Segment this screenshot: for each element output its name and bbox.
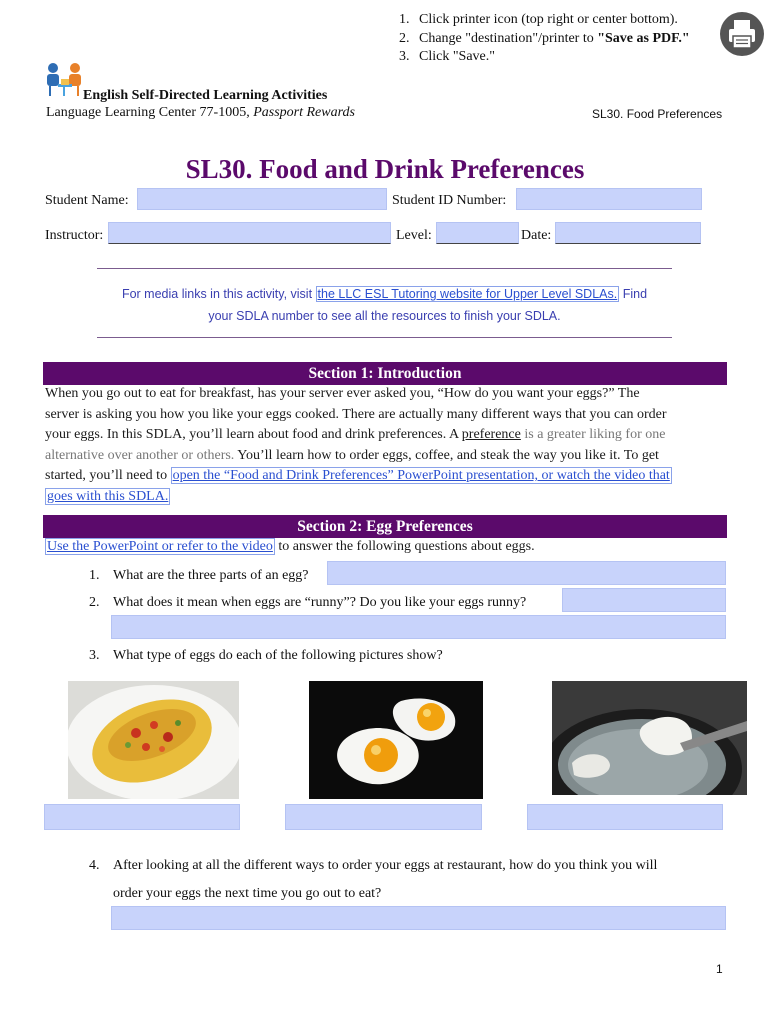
poached-egg-answer-field[interactable] <box>527 804 723 830</box>
center-line <box>46 105 355 121</box>
sdla-code: SL30. Food Preferences <box>592 107 723 121</box>
question-1: 1. What are the three parts of an egg? <box>89 568 309 583</box>
instructor-label: Instructor: <box>45 228 104 243</box>
poached-egg-photo <box>552 681 747 795</box>
section1-line-4: alternative over another or others. You’ll learn how to order eggs, coffee, and steak the way you like it. To get <box>45 447 659 463</box>
page-title: SL30. Food and Drink Preferences <box>185 154 585 184</box>
section1-line-3: your eggs. In this SDLA, you’ll learn about food and drink preferences. A preference is a greater liking for one <box>45 427 666 442</box>
print-instructions <box>399 11 690 67</box>
question-1-answer-field[interactable] <box>327 561 726 585</box>
passport-rewards: Passport Rewards <box>253 105 355 120</box>
fried-eggs-answer-field[interactable] <box>285 804 482 830</box>
instruction-2: 2. Change "destination"/printer to "Save as PDF." <box>399 30 690 46</box>
question-4-line-2: order your eggs the next time you go out to eat? <box>113 886 382 901</box>
section1-line-6 <box>45 487 735 508</box>
student-id-field[interactable] <box>516 188 702 210</box>
section1-heading: Section 1: Introduction <box>43 362 727 385</box>
printer-icon[interactable] <box>720 12 764 56</box>
media-note-post: Find <box>619 287 648 301</box>
media-note <box>97 283 672 327</box>
program-title: English Self-Directed Learning Activities <box>83 88 328 103</box>
section1-line-5: started, you’ll need to open the “Food and Drink Preferences” PowerPoint presentation, or watch the video that <box>45 468 670 483</box>
question-2: 2. What does it mean when eggs are “runny”? Do you like your eggs runny? <box>89 595 527 610</box>
divider-top <box>97 268 672 269</box>
page-number: 1 <box>716 962 723 976</box>
date-label: Date: <box>521 228 552 243</box>
instructor-field[interactable] <box>108 222 391 244</box>
student-name-field[interactable] <box>137 188 387 210</box>
sdla-video-link[interactable]: goes with this SDLA. <box>47 488 169 504</box>
media-note-line2: your SDLA number to see all the resources to finish your SDLA. <box>208 309 561 323</box>
question-4-answer-field[interactable] <box>111 906 726 930</box>
question-4: 4. After looking at all the different ways to order your eggs at restaurant, how do you think you will <box>89 858 658 873</box>
powerpoint-video-link[interactable]: Use the PowerPoint or refer to the video <box>47 539 273 554</box>
student-name-label: Student Name: <box>45 193 129 208</box>
section1-text <box>45 384 735 507</box>
level-field[interactable] <box>436 222 519 244</box>
question-2-answer-field-a[interactable] <box>562 588 726 612</box>
fried-eggs-photo <box>309 681 483 799</box>
learners-logo-icon <box>44 62 86 100</box>
tutoring-website-link[interactable]: the LLC ESL Tutoring website for Upper Level SDLAs. <box>317 287 618 301</box>
question-3: 3. What type of eggs do each of the following pictures show? <box>89 648 443 663</box>
omelet-photo <box>68 681 239 799</box>
media-note-pre: For media links in this activity, visit <box>121 287 316 301</box>
question-2-answer-field-b[interactable] <box>111 615 726 639</box>
instruction-3: 3. Click "Save." <box>399 49 495 64</box>
center-name: Language Learning Center 77-1005, <box>46 105 254 120</box>
section2-heading: Section 2: Egg Preferences <box>43 515 727 538</box>
date-field[interactable] <box>555 222 701 244</box>
section2-intro: Use the PowerPoint or refer to the video to answer the following questions about eggs. <box>47 539 535 554</box>
preference-term: preference <box>461 427 521 442</box>
section1-line-1: When you go out to eat for breakfast, has your server ever asked you, “How do you want your eggs?” The <box>45 386 640 401</box>
omelet-answer-field[interactable] <box>44 804 240 830</box>
instruction-1: 1. Click printer icon (top right or center bottom). <box>399 12 678 27</box>
student-id-label: Student ID Number: <box>392 193 507 208</box>
section1-line-2: server is asking you how you like your eggs cooked. There are actually many different ways that you can order <box>45 406 667 422</box>
divider-bottom <box>97 337 672 338</box>
powerpoint-link[interactable]: open the “Food and Drink Preferences” PowerPoint presentation, or watch the video that <box>172 468 670 483</box>
level-label: Level: <box>396 228 432 243</box>
